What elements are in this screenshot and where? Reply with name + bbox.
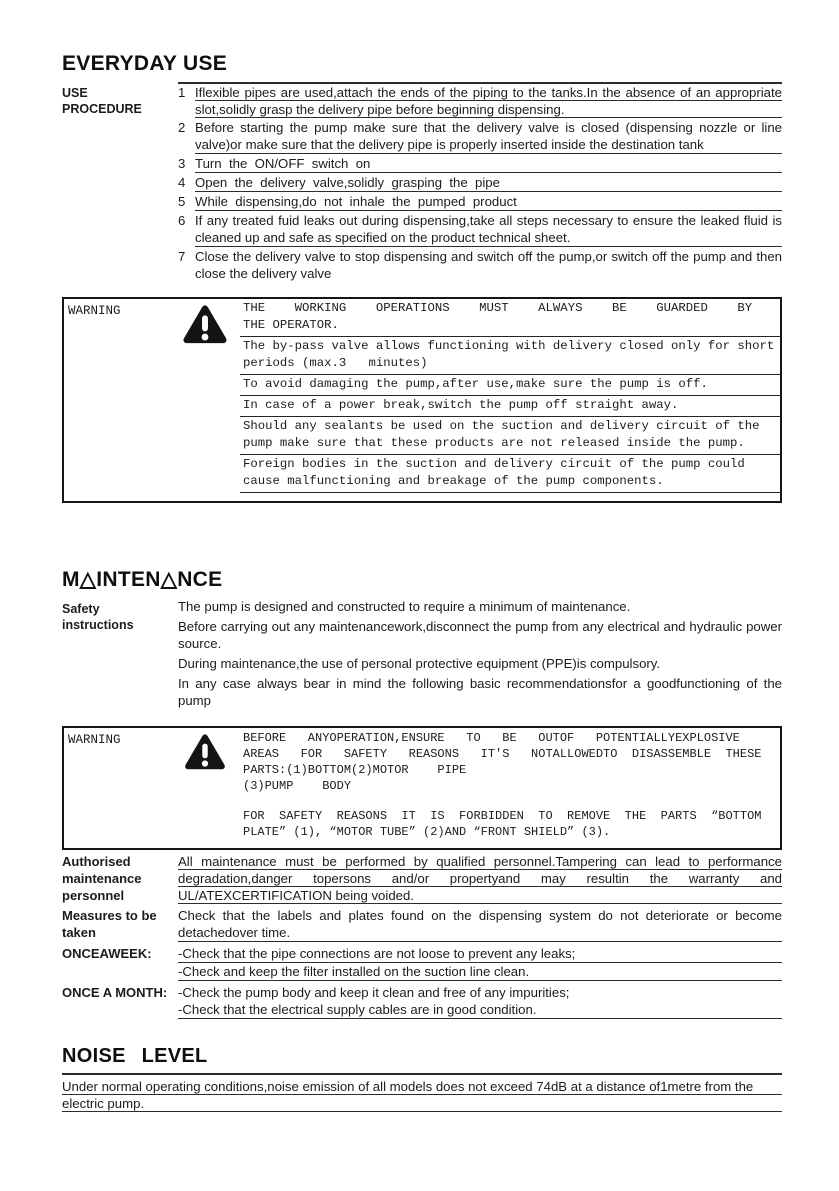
maintenance-paragraph: In any case always bear in mind the following basic recommendationsfor a goodfunctioning of the pump [178,676,782,708]
section-maintenance [62,567,782,1019]
once-a-month-label: ONCE A MONTH: [62,985,168,1000]
use-step-3 [178,155,782,173]
warning-row: Should any sealants be used on the suction and delivery circuit of the pump make sure that these products are not released inside the pump. [240,417,780,455]
warning-box-maintenance [62,726,782,850]
section-everyday-use [62,52,786,503]
warning-label: WARNING [68,304,121,318]
step-number: 3 [178,156,186,171]
maintenance-paragraph: During maintenance,the use of personal protective equipment (PPE)is compulsory. [178,656,661,671]
noise-level-title: NOISE LEVEL [62,1045,208,1067]
warning-row: To avoid damaging the pump,after use,make sure the pump is off. [240,375,780,396]
warning-line: BEFORE ANYOPERATION,ENSURE TO BE OUTOF POTENTIALLYEXPLOSIVE [243,731,740,745]
warning-body [240,728,780,848]
warning-line: AREAS FOR SAFETY REASONS IT'S NOTALLOWEDTO DISASSEMBLE THESE [243,747,762,761]
warning-box-everyday [62,297,782,503]
section-noise-level [62,1045,782,1112]
use-procedure-steps [178,82,786,283]
row-once-a-week [62,945,782,981]
check-item: -Check that the pipe connections are not loose to prevent any leaks; [178,945,782,963]
use-step-4 [178,174,782,192]
everyday-use-title: EVERYDAY USE [62,52,228,75]
row-measures-taken [62,907,782,942]
noise-level-text: Under normal operating conditions,noise emission of all models does not exceed 74dB at a distance of1metre from the electric pump. [62,1078,782,1112]
warning-line: (3)PUMP BODY [243,779,352,793]
use-step-1 [178,84,786,118]
safety-instructions-text [178,598,782,712]
step-text: Open the delivery valve,solidly grasping the pipe [195,174,782,192]
row-authorised-personnel [62,853,782,904]
check-item: -Check the pump body and keep it clean and free of any impurities; [178,985,570,1000]
step-text: Close the delivery valve to stop dispensing and switch off the pump,or switch off the pump and then close the delivery valve [195,249,786,281]
safety-instructions-label-line1: Safety [62,602,100,616]
use-step-2 [178,119,786,154]
authorised-personnel-text: All maintenance must be performed by qualified personnel.Tampering can lead to performance degradation,danger topersons and/or propertyand may resultin the warranty and UL/ATEXCERTIFICATION being voided. [178,854,782,903]
spacer [243,794,778,808]
warning-rows [240,299,780,501]
use-procedure-label-line1: USE [62,86,88,100]
step-text: Iflexible pipes are used,attach the ends of the piping to the tanks.In the absence of an appropriate slot,solidly grasp the delivery pipe before beginning dispensing. [195,85,786,117]
warning-line: PARTS:(1)BOTTOM(2)MOTOR PIPE [243,763,467,777]
measures-taken-label: Measures to be taken [62,908,157,940]
step-number: 7 [178,249,186,264]
use-step-7 [178,248,786,282]
step-number: 4 [178,175,186,190]
warning-line: PLATE” (1), “MOTOR TUBE” (2)AND “FRONT SHIELD” (3). [243,825,611,839]
step-text: While dispensing,do not inhale the pumped product [195,193,782,211]
noise-level-heading [62,1045,782,1075]
check-item: -Check and keep the filter installed on the suction line clean. [178,963,782,981]
step-number: 6 [178,213,186,228]
warning-label: WARNING [68,733,121,747]
step-text: Before starting the pump make sure that the delivery valve is closed (dispensing nozzle or line valve)or make sure that the delivery pipe is properly inserted inside the destination tank [195,120,786,152]
maintenance-paragraph: Before carrying out any maintenancework,disconnect the pump from any electrical and hydraulic power source. [178,619,782,651]
warning-row: In case of a power break,switch the pump off straight away. [240,396,780,417]
warning-triangle-icon [170,299,240,501]
use-procedure-label-line2: PROCEDURE [62,102,142,116]
step-text: If any treated fuid leaks out during dispensing,take all steps necessary to ensure the leaked fluid is cleaned up and safe as specified on the product technical sheet. [195,213,786,245]
once-a-week-label: ONCEAWEEK: [62,946,152,961]
step-number: 2 [178,120,186,135]
use-step-5 [178,193,782,211]
maintenance-paragraph: The pump is designed and constructed to require a minimum of maintenance. [178,599,631,614]
step-text: Turn the ON/OFF switch on [195,155,782,173]
authorised-personnel-label: Authorised maintenance personnel [62,854,142,903]
use-procedure-label [62,82,178,283]
measures-taken-text: Check that the labels and plates found on the dispensing system do not deteriorate or become detachedover time. [178,908,782,940]
use-step-6 [178,212,786,247]
warning-line: FOR SAFETY REASONS IT IS FORBIDDEN TO REMOVE THE PARTS “BOTTOM [243,809,762,823]
step-number: 1 [178,85,186,100]
row-once-a-month [62,984,782,1019]
maintenance-title: M△INTEN△NCE [62,568,223,591]
warning-row: Foreign bodies in the suction and delivery circuit of the pump could cause malfunctioning and breakage of the pump components. [240,455,780,493]
warning-triangle-icon [170,728,240,848]
safety-instructions-label [62,598,178,712]
step-number: 5 [178,194,186,209]
once-a-month-text [178,984,782,1019]
check-item: -Check that the electrical supply cables are in good condition. [178,1001,782,1019]
warning-row: The by-pass valve allows functioning with delivery closed only for short periods (max.3 minutes) [240,337,780,375]
warning-row: THE WORKING OPERATIONS MUST ALWAYS BE GUARDED BY THE OPERATOR. [240,299,780,337]
once-a-week-text [178,945,782,981]
safety-instructions-label-line2: instructions [62,618,134,632]
